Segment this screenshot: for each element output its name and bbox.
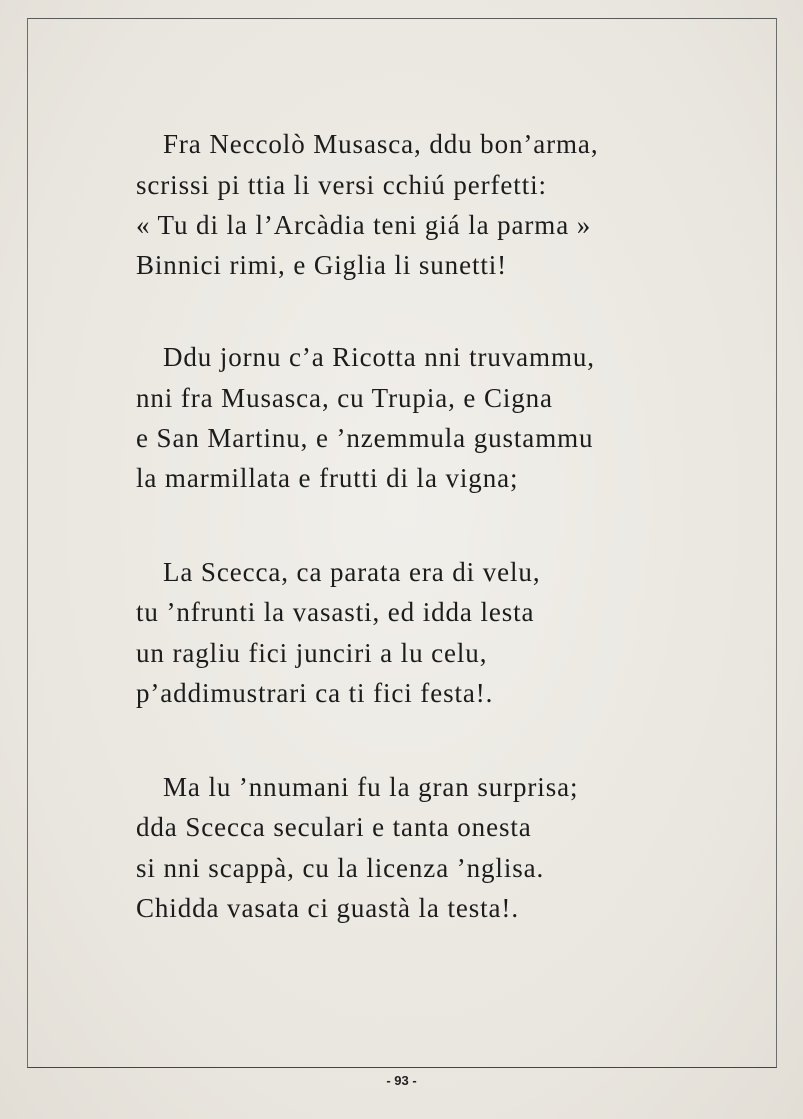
poem-line: dda Scecca seculari e tanta onesta (136, 812, 532, 842)
poem-line: e San Martinu, e ’nzemmula gustammu (136, 423, 594, 453)
poem-line: scrissi pi ttia li versi cchiú perfetti: (136, 170, 547, 200)
poem-line: nni fra Musasca, cu Trupia, e Cigna (136, 383, 553, 413)
page-number: - 93 - (386, 1073, 417, 1088)
poem-line: Binnici rimi, e Giglia li sunetti! (136, 250, 508, 280)
poem-line: p’addimustrari ca ti fici festa!. (136, 678, 494, 708)
poem-line: un ragliu fici junciri a lu celu, (136, 638, 488, 668)
poem-line: « Tu di la l’Arcàdia teni giá la parma » (136, 210, 592, 240)
poem-line: si nni scappà, cu la licenza ’nglisa. (136, 853, 545, 883)
poem-line: Fra Neccolò Musasca, ddu bon’arma, (163, 129, 599, 159)
poem-line: La Scecca, ca parata era di velu, (163, 557, 541, 587)
poem-line: tu ’nfrunti la vasasti, ed idda lesta (136, 597, 535, 627)
poem-line: Ma lu ’nnumani fu la gran surprisa; (163, 772, 579, 802)
poem-line: Ddu jornu c’a Ricotta nni truvammu, (163, 342, 595, 372)
poem-line: la marmillata e frutti di la vigna; (136, 463, 519, 493)
poem-line: Chidda vasata ci guastà la testa!. (136, 893, 519, 923)
